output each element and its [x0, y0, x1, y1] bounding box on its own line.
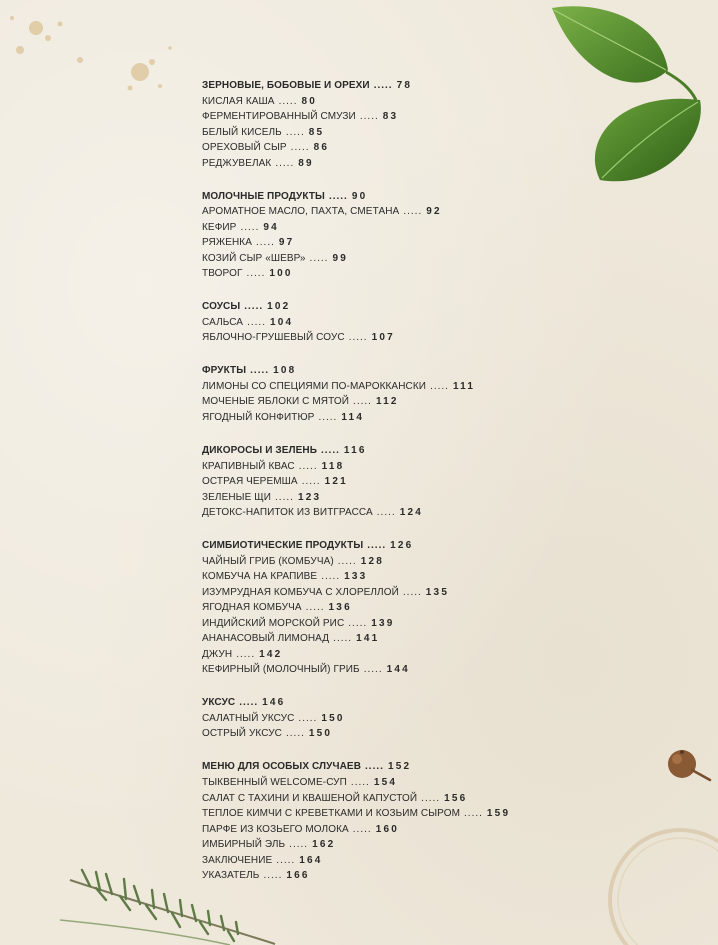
entry-title: ИЗУМРУДНАЯ КОМБУЧА С ХЛОРЕЛЛОЙ [202, 586, 399, 598]
dot-leader: ..... [250, 365, 270, 377]
toc-entry[interactable] [202, 379, 682, 395]
dot-leader: ..... [353, 396, 372, 408]
toc-entry[interactable] [202, 616, 682, 632]
toc-entry[interactable] [202, 631, 682, 647]
entry-title: ЯБЛОЧНО-ГРУШЕВЫЙ СОУС [202, 332, 345, 344]
entry-title: КОЗИЙ СЫР «ШЕВР» [202, 252, 306, 264]
dot-leader: ..... [333, 633, 353, 645]
dot-leader: ..... [240, 221, 260, 233]
toc-section-heading[interactable] [202, 538, 682, 554]
dot-leader: ..... [352, 823, 372, 835]
toc-entry[interactable] [202, 822, 682, 838]
dot-leader: ..... [367, 540, 387, 552]
page-number: 156 [444, 792, 468, 804]
toc-entry[interactable] [202, 125, 682, 141]
entry-title: ФЕРМЕНТИРОВАННЫЙ СМУЗИ [202, 111, 356, 123]
page-number: 121 [324, 476, 348, 488]
section-title: МЕНЮ ДЛЯ ОСОБЫХ СЛУЧАЕВ [202, 761, 362, 773]
page-number: 90 [351, 190, 368, 202]
page-number: 159 [486, 808, 511, 820]
toc-entry[interactable] [202, 569, 682, 585]
entry-title: ИМБИРНЫЙ ЭЛЬ [202, 839, 286, 851]
dot-leader: ..... [373, 80, 393, 91]
page-number: 126 [390, 540, 414, 552]
entry-title: КИСЛАЯ КАША [202, 95, 275, 107]
section-title: СОУСЫ [202, 301, 241, 313]
toc-section [202, 299, 682, 346]
entry-title: АНАНАСОВЫЙ ЛИМОНАД [202, 633, 330, 645]
page-number: 160 [375, 823, 399, 835]
page-number: 114 [341, 412, 365, 424]
toc-entry[interactable] [202, 315, 682, 331]
toc-entry[interactable] [202, 410, 682, 426]
page-number: 128 [360, 555, 384, 567]
page-number: 164 [299, 854, 323, 866]
entry-title: АРОМАТНОЕ МАСЛО, ПАХТА, СМЕТАНА [202, 206, 400, 218]
dot-leader: ..... [236, 648, 256, 660]
toc-section [202, 189, 682, 282]
entry-title: КОМБУЧА НА КРАПИВЕ [202, 571, 318, 583]
entry-title: ТЕПЛОЕ КИМЧИ С КРЕВЕТКАМИ И КОЗЬИМ СЫРОМ [202, 808, 461, 820]
toc-section-heading[interactable] [202, 299, 682, 315]
toc-entry[interactable] [202, 251, 682, 267]
entry-title: ИНДИЙСКИЙ МОРСКОЙ РИС [202, 617, 345, 629]
dot-leader: ..... [285, 126, 305, 138]
entry-title: БЕЛЫЙ КИСЕЛЬ [202, 126, 282, 138]
toc-section [202, 538, 682, 678]
toc-entry[interactable] [202, 806, 682, 822]
dot-leader: ..... [365, 761, 384, 773]
page-number: 80 [301, 95, 318, 107]
section-title: ФРУКТЫ [202, 365, 247, 377]
toc-section-heading[interactable] [202, 363, 682, 379]
toc-section-heading[interactable] [202, 443, 682, 459]
dot-leader: ..... [421, 792, 441, 804]
page-number: 111 [452, 380, 476, 392]
page-number: 162 [312, 839, 336, 851]
dot-leader: ..... [286, 728, 305, 740]
dot-leader: ..... [246, 268, 266, 280]
page-number: 136 [328, 602, 352, 614]
toc-entry[interactable] [202, 266, 682, 282]
toc-entry[interactable] [202, 94, 682, 110]
toc-entry[interactable] [202, 394, 682, 410]
dot-leader: ..... [256, 237, 275, 249]
toc-entry[interactable] [202, 474, 682, 490]
page-number: 94 [263, 221, 279, 233]
toc-entry[interactable] [202, 235, 682, 251]
toc-section-heading[interactable] [202, 189, 682, 205]
toc-entry[interactable] [202, 662, 682, 678]
dot-leader: ..... [321, 571, 341, 583]
dot-leader: ..... [350, 776, 370, 788]
page-number: 100 [269, 268, 293, 280]
toc-section-heading[interactable] [202, 695, 682, 711]
entry-title: САЛЬСА [202, 316, 244, 328]
page-number: 102 [267, 301, 291, 313]
section-title: СИМБИОТИЧЕСКИЕ ПРОДУКТЫ [202, 540, 364, 552]
entry-title: ОРЕХОВЫЙ СЫР [202, 142, 287, 154]
toc-entry[interactable] [202, 459, 682, 475]
page-number: 92 [426, 206, 442, 218]
dot-leader: ..... [275, 157, 295, 169]
toc-entry[interactable] [202, 585, 682, 601]
page-number: 118 [321, 460, 345, 472]
entry-title: ДЖУН [202, 648, 233, 660]
dot-leader: ..... [318, 412, 338, 424]
page-number: 150 [308, 728, 333, 740]
toc-section [202, 78, 682, 171]
entry-title: ТВОРОГ [202, 268, 243, 280]
page-number: 112 [375, 396, 399, 408]
section-title: ЗЕРНОВЫЕ, БОБОВЫЕ И ОРЕХИ [202, 80, 370, 91]
page-number: 85 [308, 126, 325, 138]
toc-entry[interactable] [202, 140, 682, 156]
page-number: 78 [396, 80, 413, 91]
toc-entry[interactable] [202, 330, 682, 346]
dot-leader: ..... [298, 712, 318, 724]
page-number: 152 [387, 761, 412, 773]
section-title: УКСУС [202, 697, 236, 709]
section-title: ДИКОРОСЫ И ЗЕЛЕНЬ [202, 444, 317, 456]
entry-title: ЛИМОНЫ СО СПЕЦИЯМИ ПО-МАРОККАНСКИ [202, 380, 427, 392]
entry-title: САЛАТНЫЙ УКСУС [202, 712, 295, 724]
toc-section-heading[interactable] [202, 78, 682, 94]
toc-entry[interactable] [202, 220, 682, 236]
entry-title: ЧАЙНЫЙ ГРИБ (КОМБУЧА) [202, 555, 334, 567]
dot-leader: ..... [278, 95, 298, 107]
entry-title: КЕФИР [202, 221, 237, 233]
toc-entry[interactable] [202, 853, 682, 869]
dot-leader: ..... [309, 252, 329, 264]
dot-leader: ..... [239, 697, 259, 709]
toc-entry[interactable] [202, 711, 682, 727]
dot-leader: ..... [289, 839, 309, 851]
page-number: 89 [298, 157, 314, 169]
entry-title: ОСТРАЯ ЧЕРЕМША [202, 476, 298, 488]
entry-title: ПАРФЕ ИЗ КОЗЬЕГО МОЛОКА [202, 823, 349, 835]
toc-entry[interactable] [202, 156, 682, 172]
toc-entry[interactable] [202, 109, 682, 125]
entry-title: ЗЕЛЕНЫЕ ЩИ [202, 491, 272, 503]
dot-leader: ..... [301, 476, 321, 488]
dot-leader: ..... [244, 301, 264, 313]
entry-title: ЯГОДНАЯ КОМБУЧА [202, 602, 302, 614]
page-number: 142 [259, 648, 283, 660]
toc-entry[interactable] [202, 505, 682, 521]
dot-leader: ..... [247, 316, 266, 328]
dot-leader: ..... [263, 870, 283, 882]
dot-leader: ..... [402, 586, 422, 598]
toc-section [202, 363, 682, 425]
entry-title: МОЧЕНЫЕ ЯБЛОКИ С МЯТОЙ [202, 396, 350, 408]
toc-entry[interactable] [202, 204, 682, 220]
section-title: МОЛОЧНЫЕ ПРОДУКТЫ [202, 190, 325, 202]
page-number: 99 [332, 252, 348, 264]
toc-section [202, 759, 682, 883]
entry-title: ОСТРЫЙ УКСУС [202, 728, 282, 740]
entry-title: ТЫКВЕННЫЙ WELCOME-СУП [202, 776, 347, 788]
page-number: 123 [297, 491, 322, 503]
dot-leader: ..... [305, 602, 325, 614]
toc-entry[interactable] [202, 868, 682, 884]
page-number: 133 [344, 571, 368, 583]
entry-title: КЕФИРНЫЙ (МОЛОЧНЫЙ) ГРИБ [202, 664, 360, 676]
page-number: 124 [399, 507, 423, 519]
entry-title: УКАЗАТЕЛЬ [202, 870, 260, 882]
page-number: 83 [382, 111, 399, 123]
dot-leader: ..... [348, 617, 368, 629]
page-number: 104 [269, 316, 294, 328]
dot-leader: ..... [321, 444, 340, 456]
toc-entry[interactable] [202, 775, 682, 791]
dot-leader: ..... [403, 206, 423, 218]
toc-entry[interactable] [202, 554, 682, 570]
toc-section [202, 695, 682, 742]
entry-title: ЯГОДНЫЙ КОНФИТЮР [202, 412, 315, 424]
toc-entry[interactable] [202, 726, 682, 742]
page-number: 154 [373, 776, 398, 788]
page-number: 144 [386, 664, 410, 676]
dot-leader: ..... [275, 491, 294, 503]
entry-title: РЯЖЕНКА [202, 237, 252, 249]
toc-section [202, 443, 682, 521]
entry-title: КРАПИВНЫЙ КВАС [202, 460, 295, 472]
page-number: 97 [278, 237, 295, 249]
page-number: 139 [371, 617, 395, 629]
page-number: 166 [286, 870, 310, 882]
toc-entry[interactable] [202, 490, 682, 506]
page-number: 108 [273, 365, 297, 377]
page-number: 116 [343, 444, 367, 456]
page-number: 150 [321, 712, 345, 724]
page-number: 135 [425, 586, 450, 598]
dot-leader: ..... [276, 854, 296, 866]
dot-leader: ..... [290, 142, 310, 154]
dot-leader: ..... [464, 808, 483, 820]
toc-entry[interactable] [202, 600, 682, 616]
dot-leader: ..... [328, 190, 348, 202]
toc-entry[interactable] [202, 647, 682, 663]
page-number: 86 [313, 142, 330, 154]
page-number: 141 [356, 633, 380, 645]
entry-title: РЕДЖУВЕЛАК [202, 157, 272, 169]
coffee-stain-top-left [0, 0, 220, 140]
dot-leader: ..... [363, 664, 383, 676]
page-number: 107 [371, 332, 395, 344]
toc-section-heading[interactable] [202, 759, 682, 775]
entry-title: ЗАКЛЮЧЕНИЕ [202, 854, 273, 866]
entry-title: САЛАТ С ТАХИНИ И КВАШЕНОЙ КАПУСТОЙ [202, 792, 418, 804]
toc-entry[interactable] [202, 837, 682, 853]
dot-leader: ..... [376, 507, 396, 519]
entry-title: ДЕТОКС-НАПИТОК ИЗ ВИТГРАССА [202, 507, 373, 519]
table-of-contents [202, 78, 682, 901]
dot-leader: ..... [298, 460, 318, 472]
dot-leader: ..... [348, 332, 368, 344]
dot-leader: ..... [430, 380, 449, 392]
dot-leader: ..... [359, 111, 379, 123]
dot-leader: ..... [337, 555, 357, 567]
toc-entry[interactable] [202, 791, 682, 807]
page-number: 146 [262, 697, 286, 709]
